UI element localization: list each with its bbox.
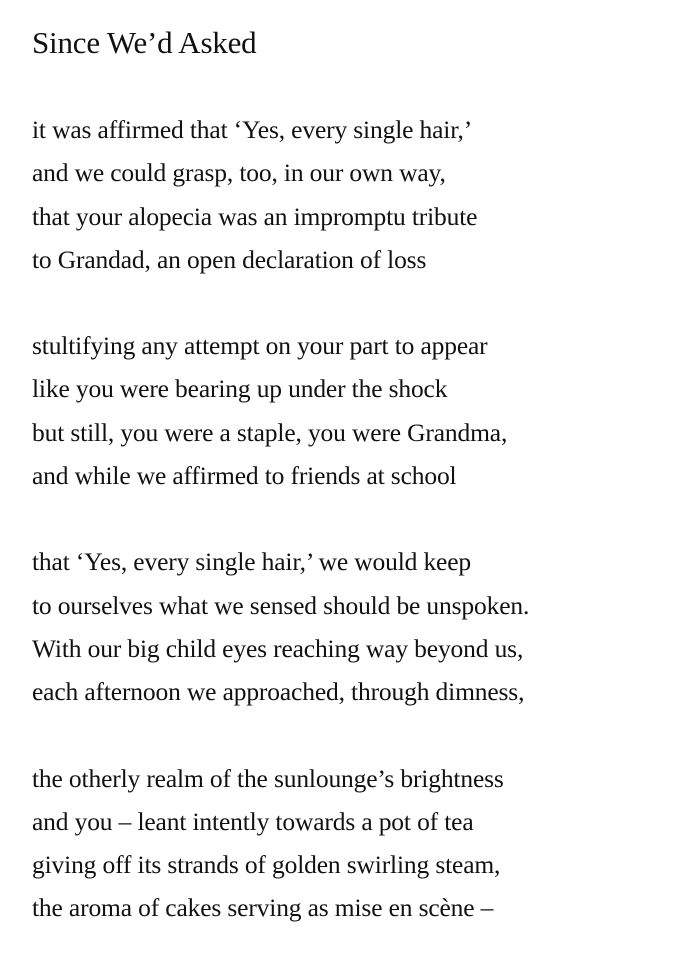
poem-line: With our big child eyes reaching way beyond us, (32, 633, 524, 663)
stanza-3 (32, 540, 672, 713)
stanza-4 (32, 757, 672, 930)
poem-line: giving off its strands of golden swirling steam, (32, 850, 501, 880)
poem-line: like you were bearing up under the shock (32, 374, 448, 404)
poem-line: it was affirmed that ‘Yes, every single hair,’ (32, 115, 473, 144)
stanza-2 (32, 324, 672, 497)
stanza-1 (32, 108, 672, 281)
poem-line: the otherly realm of the sunlounge’s brightness (32, 763, 504, 793)
poem-line: to ourselves what we sensed should be unspoken. (32, 590, 530, 620)
poem-line: and while we affirmed to friends at school (32, 461, 457, 491)
poem-line: the aroma of cakes serving as mise en scène – (32, 893, 494, 923)
poem-line: and you – leant intently towards a pot of tea (32, 806, 474, 836)
poem-line: each afternoon we approached, through dimness, (32, 677, 525, 707)
poem-line: and we could grasp, too, in our own way, (32, 158, 446, 188)
poem-page (32, 24, 672, 973)
poem-line: stultifying any attempt on your part to appear (32, 331, 488, 361)
poem-line: but still, you were a staple, you were Grandma, (32, 417, 508, 447)
poem-line: that your alopecia was an impromptu tribute (32, 201, 478, 231)
poem-title: Since We’d Asked (32, 25, 257, 60)
poem-line: that ‘Yes, every single hair,’ we would keep (32, 547, 471, 577)
poem-line: to Grandad, an open declaration of loss (32, 244, 427, 274)
